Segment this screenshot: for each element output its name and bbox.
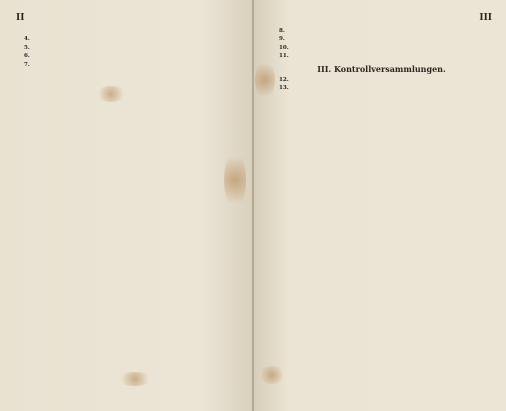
paragraph-number: 9.	[279, 36, 285, 43]
paragraph	[271, 53, 492, 60]
stain-mark	[259, 366, 285, 384]
paragraph	[16, 53, 237, 60]
page-number: III	[479, 13, 492, 23]
stain-mark	[255, 60, 275, 100]
page-body-text	[271, 28, 492, 402]
paragraph	[16, 45, 237, 52]
paragraph-number: 10.	[279, 44, 289, 51]
paragraph-number: 11.	[279, 53, 289, 60]
page-gutter	[252, 0, 254, 411]
paragraph-number: 12.	[279, 77, 289, 84]
page-header	[271, 10, 492, 26]
paragraph	[16, 28, 237, 35]
stain-mark	[118, 372, 152, 386]
paragraph	[271, 28, 492, 35]
stain-mark	[96, 86, 126, 102]
stain-mark	[224, 150, 246, 210]
paragraph-number: 4.	[24, 36, 30, 43]
page-number: II	[16, 13, 25, 23]
paragraph-number: 8.	[279, 28, 285, 34]
paragraph-number: 13.	[279, 85, 289, 92]
right-page	[253, 0, 506, 411]
paragraph	[271, 85, 492, 92]
paragraph	[271, 45, 492, 52]
paragraph-number: 7.	[24, 61, 30, 68]
paragraph	[16, 62, 237, 69]
paragraph-number: 5.	[24, 44, 30, 51]
paragraph-number: 6.	[24, 53, 30, 60]
page-body-text	[16, 28, 237, 402]
page-header	[16, 10, 237, 26]
paragraph	[16, 36, 237, 43]
paragraph	[271, 77, 492, 84]
paragraph	[271, 36, 492, 43]
section-heading: III. Kontrollversammlungen.	[317, 63, 446, 74]
